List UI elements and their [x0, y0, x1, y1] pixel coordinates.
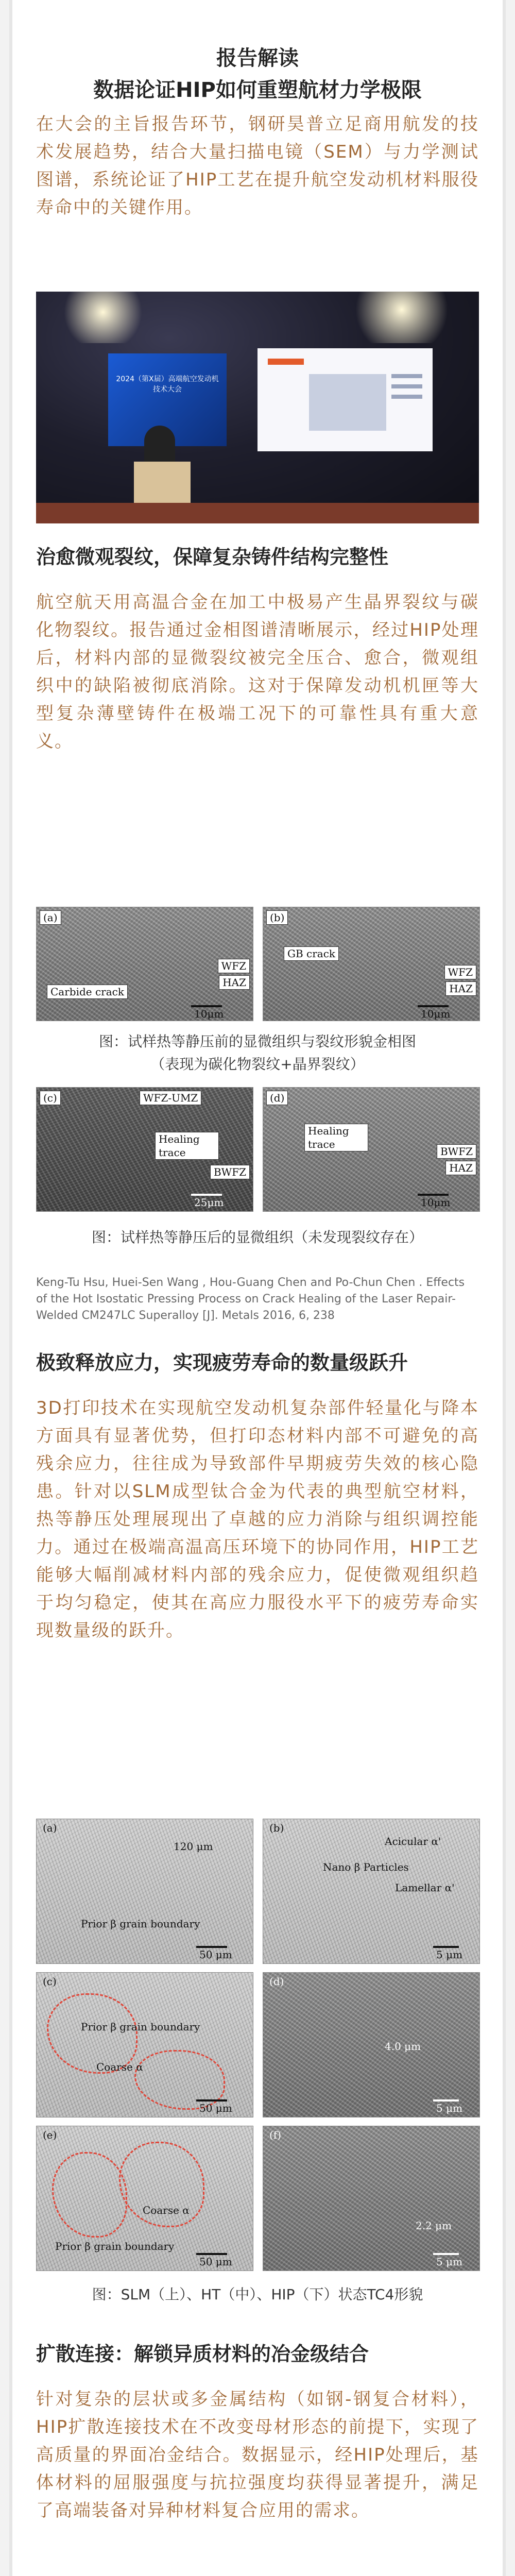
panel-label-c: (c) [40, 1091, 61, 1105]
micrograph-d [263, 1087, 480, 1212]
frame-right-border [503, 0, 506, 2576]
label-nano-beta: Nano β Particles [323, 1861, 409, 1873]
label-gb-crack: GB crack [284, 946, 339, 961]
label-acicular: Acicular α' [385, 1835, 441, 1848]
panel-label-b: (b) [266, 910, 288, 925]
label-2-2um: 2.2 μm [416, 2219, 452, 2232]
label-haz: HAZ [445, 1161, 476, 1175]
intro-text: 在大会的主旨报告环节，钢研昊普立足商用航发的技术发展趋势，结合大量扫描电镜（SEM）与力学测试图谱，系统论证了HIP工艺在提升航空发动机材料服役寿命中的关键作用。 [36, 114, 479, 218]
scale-label: 5 μm [436, 1948, 463, 1961]
panel-label-a: (a) [43, 1822, 57, 1834]
figure-3-caption-block [36, 2283, 479, 2306]
figure-2-caption-block [36, 1226, 479, 1249]
label-coarse-alpha: Coarse α [96, 2061, 143, 2073]
label-bwfz: BWFZ [210, 1165, 250, 1179]
article-header [36, 42, 479, 106]
panel-label-d: (d) [266, 1091, 288, 1105]
label-4um: 4.0 μm [385, 2040, 421, 2053]
figure-1-caption-line2: （表现为碳化物裂纹+晶界裂纹） [150, 1056, 365, 1073]
scale-label: 5 μm [436, 2102, 463, 2114]
frame-left-border [9, 0, 12, 2576]
scale-label: 50 μm [199, 2256, 232, 2268]
section-3-body: 针对复杂的层状或多金属结构（如钢-钢复合材料），HIP扩散连接技术在不改变母材形态的前提下，实现了高质量的界面冶金结合。数据显示，经HIP处理后，基体材料的屈服强度与抗拉强度均获得显著提升，满足了高端装备对异种材料复合应用的需求。 [36, 2389, 479, 2521]
stage-floor [36, 503, 479, 523]
panel-label-c: (c) [43, 1975, 57, 1988]
micrograph-tc4-d [263, 1972, 480, 2117]
micrograph-tc4-c [36, 1972, 253, 2117]
conference-stage-photo [36, 292, 479, 523]
header-kicker: 报告解读 [216, 46, 299, 70]
label-wfz: WFZ [218, 959, 250, 973]
label-prior-beta: Prior β grain boundary [55, 2240, 175, 2252]
intro-block [36, 110, 479, 222]
figure-2-caption: 图：试样热等静压后的显微组织（未发现裂纹存在） [91, 1229, 423, 1246]
panel-label-d: (d) [269, 1975, 284, 1988]
micrograph-a [36, 907, 253, 1021]
scale-label: 10μm [421, 1196, 451, 1209]
figure-1-caption-line1: 图：试样热等静压前的显微组织与裂纹形貌金相图 [98, 1033, 416, 1050]
header-title: 数据论证HIP如何重塑航材力学极限 [93, 78, 422, 102]
scale-label: 5 μm [436, 2256, 463, 2268]
grain-outline [52, 2152, 127, 2238]
scale-label: 10μm [194, 1008, 224, 1020]
section-2-heading: 极致释放应力，实现疲劳寿命的数量级跃升 [36, 1351, 408, 1374]
section-2-body: 3D打印技术在实现航空发动机复杂部件轻量化与降本方面具有显著优势，但打印态材料内部不可避免的高残余应力，往往成为导致部件早期疲劳失效的核心隐患。针对以SLM成型钛合金为代表的典型航空材料，热等静压处理展现出了卓越的应力消除与组织调控能力。通过在极端高温高压环境下的协同作用，HIP工艺能够大幅削减材料内部的残余应力，促使微观组织趋于均匀稳定，使其在高应力服役水平下的疲劳寿命实现数量级的跃升。 [36, 1398, 479, 1641]
chandelier-light [345, 292, 458, 343]
label-healing-trace: Healing trace [304, 1124, 368, 1151]
micrograph-tc4-f [263, 2126, 480, 2271]
scale-label: 50 μm [199, 1948, 232, 1961]
label-haz: HAZ [219, 975, 250, 990]
panel-label-e: (e) [43, 2129, 57, 2141]
micrograph-c [36, 1087, 253, 1212]
figure-3-caption: 图：SLM（上）、HT（中）、HIP（下）状态TC4形貌 [92, 2286, 423, 2303]
reference-block [36, 1275, 479, 1324]
label-healing-trace: Healing trace [155, 1132, 219, 1160]
section-1-heading: 治愈微观裂纹，保障复杂铸件结构完整性 [36, 546, 389, 568]
panel-label-a: (a) [40, 910, 61, 925]
micrograph-tc4-a [36, 1819, 253, 1964]
section-3-heading: 扩散连接：解锁异质材料的冶金级结合 [36, 2343, 369, 2365]
micrograph-tc4-e [36, 2126, 253, 2271]
scale-label: 50 μm [199, 2102, 232, 2114]
micrograph-tc4-b [263, 1819, 480, 1964]
stage-screen-text: 2024（第X届）高端航空发动机技术大会 [116, 375, 219, 394]
panel-label-b: (b) [269, 1822, 284, 1834]
scale-label: 10μm [421, 1008, 451, 1020]
chandelier-light [57, 292, 149, 343]
section-1-body: 航空航天用高温合金在加工中极易产生晶界裂纹与碳化物裂纹。报告通过金相图谱清晰展示，经过HIP处理后，材料内部的显微裂纹被完全压合、愈合，微观组织中的缺陷被彻底消除。这对于保障发动机机匣等大型复杂薄壁铸件在极端工况下的可靠性具有重大意义。 [36, 592, 479, 752]
panel-label-f: (f) [269, 2129, 282, 2141]
section-3 [36, 2339, 479, 2369]
micrograph-b [263, 907, 480, 1021]
section-3-body-block [36, 2385, 479, 2524]
section-2-body-block [36, 1394, 479, 1645]
label-wfz: WFZ [444, 965, 476, 979]
section-2 [36, 1348, 479, 1378]
label-wfz-umz: WFZ-UMZ [140, 1091, 201, 1105]
label-carbide-crack: Carbide crack [47, 985, 128, 999]
reference-text: Keng-Tu Hsu, Huei-Sen Wang , Hou-Guang Chen and Po-Chun Chen . Effects of the Hot Isostatic Pressing Process on Crack Healing of the Laser Repair-Welded CM247LC Superalloy [J]. Metals 2016, 6, 238 [36, 1276, 465, 1322]
label-coarse-alpha: Coarse α [143, 2204, 190, 2216]
label-haz: HAZ [445, 981, 476, 996]
label-prior-beta: Prior β grain boundary [81, 2021, 200, 2033]
section-1 [36, 542, 479, 572]
label-prior-beta: Prior β grain boundary [81, 1918, 200, 1930]
podium [134, 462, 191, 508]
label-bwfz: BWFZ [437, 1144, 476, 1159]
label-120um: 120 μm [174, 1840, 213, 1853]
stage-presentation-slide [258, 348, 433, 451]
scale-label: 25μm [194, 1196, 224, 1209]
figure-1-caption [36, 1030, 479, 1076]
section-1-body-block [36, 588, 479, 755]
label-lamellar: Lamellar α' [395, 1882, 455, 1894]
